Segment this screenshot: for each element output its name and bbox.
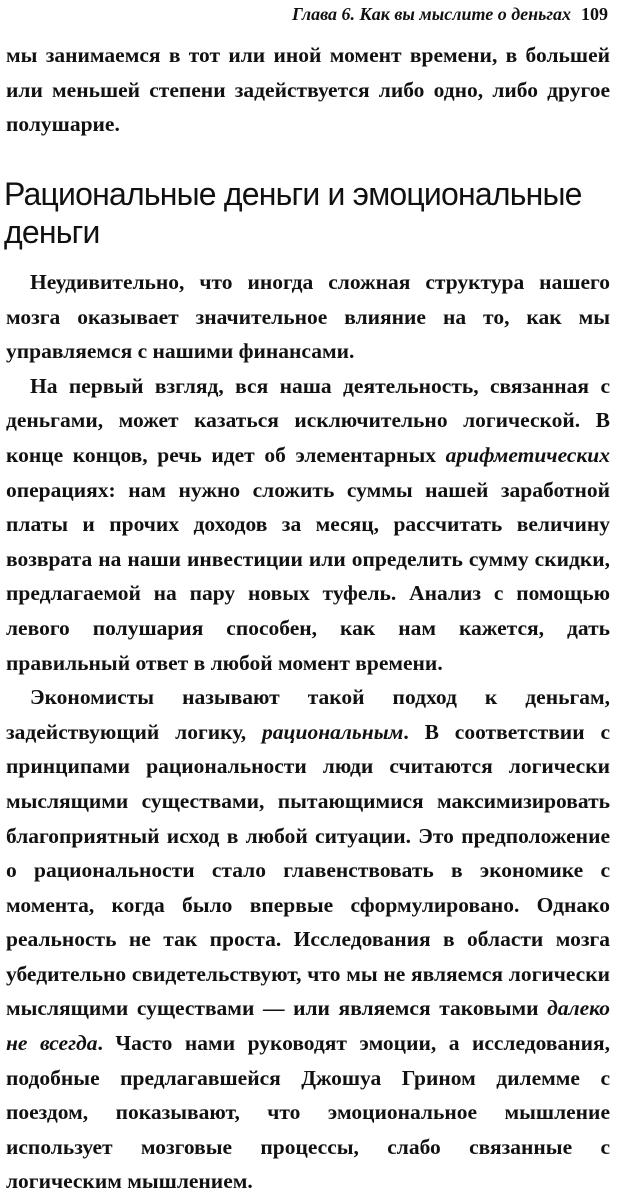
section-heading: Рациональные деньги и эмоциональные деньги [4,176,582,250]
section-body [6,265,610,1199]
continuation-block [6,38,610,142]
continuation-paragraph: мы занимаемся в тот или иной момент времени, в большей или меньшей степени задействуется либо одно, либо другое полушарие. [6,43,610,137]
page-number: 109 [581,4,608,24]
paragraph-3-text-a: Экономисты называют такой подход к деньгам, задействующий логику, [6,685,610,744]
paragraph-3 [6,680,610,1199]
chapter-title: Глава 6. Как вы мыслите о деньгах [291,4,571,24]
paragraph-1: Неудивительно, что иногда сложная структура нашего мозга оказывает значительное влияние на то, как мы управляемся с нашими финансами. [6,270,610,364]
paragraph-2-italic: арифметических [445,442,610,467]
paragraph-3-italic-2: далеко не всегда [6,996,610,1056]
running-head [292,4,608,25]
paragraph-3-italic-1: рациональным [262,719,404,744]
paragraph-2-text-c: операциях: нам нужно сложить суммы нашей заработной платы и прочих доходов за месяц, рассчитать величину возврата на наши инвестиции или определить сумму скидки, предлагаемой на пару новых туфель. Анализ с помощью левого полушария способен, как нам кажется, дать правильный ответ в любой момент времени. [6,477,610,675]
paragraph-2 [6,369,610,680]
paragraph-3-text-c: . В соответствии с принципами рациональности люди считаются логически мыслящими существами, пытающимися максимизировать благоприятный исход в любой ситуации. Это предположение о рациональности стало главенствовать в экономике с момента, когда было впервые сформулировано. Однако реальность не так проста. Исследования в области мозга убедительно свидетельствуют, что мы не являемся логически мыслящими существами — или являемся таковыми [6,719,610,1021]
paragraph-2-text-a: На первый взгляд, вся наша деятельность, связанная с деньгами, может казаться исключительно логической. В конце концов, речь идет об элементарных [6,373,610,467]
paragraph-3-text-e: . Часто нами руководят эмоции, а исследования, подобные предлагавшейся Джошуа Грином дилемме с поездом, показывают, что эмоциональное мышление использует мозговые процессы, слабо связанные с логическим мышлением. [6,1031,610,1194]
